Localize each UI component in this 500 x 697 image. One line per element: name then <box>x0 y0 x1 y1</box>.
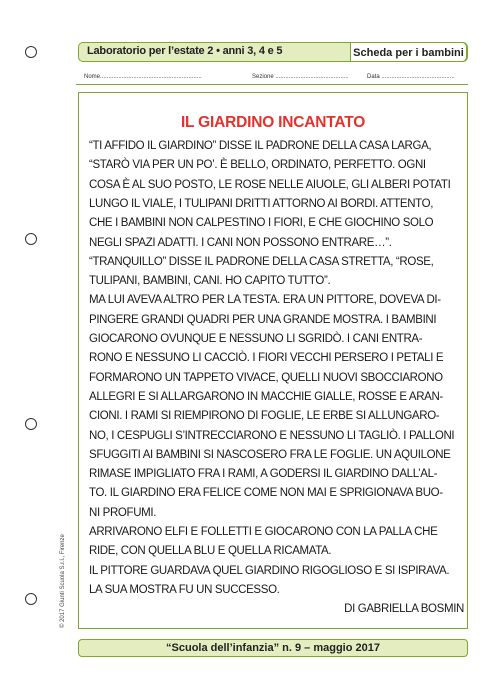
story-line: LA SUA MOSTRA FU UN SUCCESSO. <box>89 583 280 596</box>
story-author: DI GABRIELLA BOSMIN <box>344 603 464 615</box>
footer-label: “Scuola dell’infanzia” n. 9 – maggio 2017 <box>166 642 380 654</box>
story-line: CIONI. I RAMI SI RIEMPIRONO DI FOGLIE, LE ERBE SI ALLUNGARO- <box>89 410 440 423</box>
header-badge: Scheda per i bambini <box>350 42 467 62</box>
binder-hole-2 <box>25 233 37 245</box>
binder-hole-4 <box>25 593 37 605</box>
name-field: Nome............................................................. <box>84 74 202 80</box>
story-line: LUNGO IL VIALE, I TULIPANI DRITTI ATTORNO AI BORDI. ATTENTO, <box>89 197 434 210</box>
story-line: CHE I BAMBINI NON CALPESTINO I FIORI, E CHE GIOCHINO SOLO <box>89 217 434 230</box>
binder-hole-1 <box>25 46 37 58</box>
story-line: COSA È AL SUO POSTO, LE ROSE NELLE AIUOLE, GLI ALBERI POTATI <box>89 178 451 191</box>
story-line: “TRANQUILLO” DISSE IL PADRONE DELLA CASA STRETTA, “ROSE, <box>89 255 434 268</box>
header-title: Laboratorio per l’estate 2 • anni 3, 4 e 5 <box>87 45 283 57</box>
story-line: NO, I CESPUGLI S’INTRECCIARONO E NESSUNO LI TAGLIÒ. I PALLONI <box>89 429 455 442</box>
story-line: TO. IL GIARDINO ERA FELICE COME NON MAI E SPRIGIONAVA BUO- <box>89 487 443 500</box>
story-line: ALLEGRI E SI ALLARGARONO IN MACCHIE GIALLE, ROSSE E ARAN- <box>89 390 443 403</box>
footer-bar <box>78 639 468 657</box>
story-line: RIMASE IMPIGLIATO FRA I RAMI, A GODERSI IL GIARDINO DALL’AL- <box>89 468 438 481</box>
header-bar <box>78 42 468 62</box>
binder-hole-3 <box>25 418 37 430</box>
story-line: GIOCARONO OVUNQUE E NESSUNO LI SGRIDÒ. I CANI ENTRA- <box>89 333 423 345</box>
story-line: PINGERE GRANDI QUADRI PER UNA GRANDE MOSTRA. I BAMBINI <box>89 313 437 326</box>
story-line: IL PITTORE GUARDAVA QUEL GIARDINO RIGOGLIOSO E SI ISPIRAVA. <box>89 564 450 577</box>
story-line: NI PROFUMI. <box>89 506 157 519</box>
story-line: NEGLI SPAZI ADATTI. I CANI NON POSSONO ENTRARE…”. <box>89 236 392 249</box>
story-line: “TI AFFIDO IL GIARDINO” DISSE IL PADRONE DELLA CASA LARGA, <box>89 140 432 152</box>
story-line: “STARÒ VIA PER UN PO’. È BELLO, ORDINATO, PERFETTO. OGNI <box>89 159 426 172</box>
info-underline <box>76 84 468 85</box>
story-line: MA LUI AVEVA ALTRO PER LA TESTA. ERA UN PITTORE, DOVEVA DI- <box>89 294 441 307</box>
story-line: RONO E NESSUNO LI CACCIÒ. I FIORI VECCHI PERSERO I PETALI E <box>89 352 444 365</box>
story-line: ARRIVARONO ELFI E FOLLETTI E GIOCARONO CON LA PALLA CHE <box>89 526 438 538</box>
copyright-note: © 2017 Giunti Scuola S.r.l., Firenze <box>60 534 66 628</box>
story-title: IL GIARDINO INCANTATO <box>180 114 366 131</box>
date-field: Data ............................................ <box>367 74 455 80</box>
story-line: TULIPANI, BAMBINI, CANI. HO CAPITO TUTTO”. <box>89 275 331 288</box>
story-line: SFUGGITI AI BAMBINI SI NASCOSERO FRA LE FOGLIE. UN AQUILONE <box>89 448 451 461</box>
section-field: Sezione ............................................ <box>252 74 349 80</box>
story-line: RIDE, CON QUELLA BLU E QUELLA RICAMATA. <box>89 545 332 558</box>
story-line: FORMARONO UN TAPPETO VIVACE, QUELLI NUOVI SBOCCIARONO <box>89 371 443 384</box>
